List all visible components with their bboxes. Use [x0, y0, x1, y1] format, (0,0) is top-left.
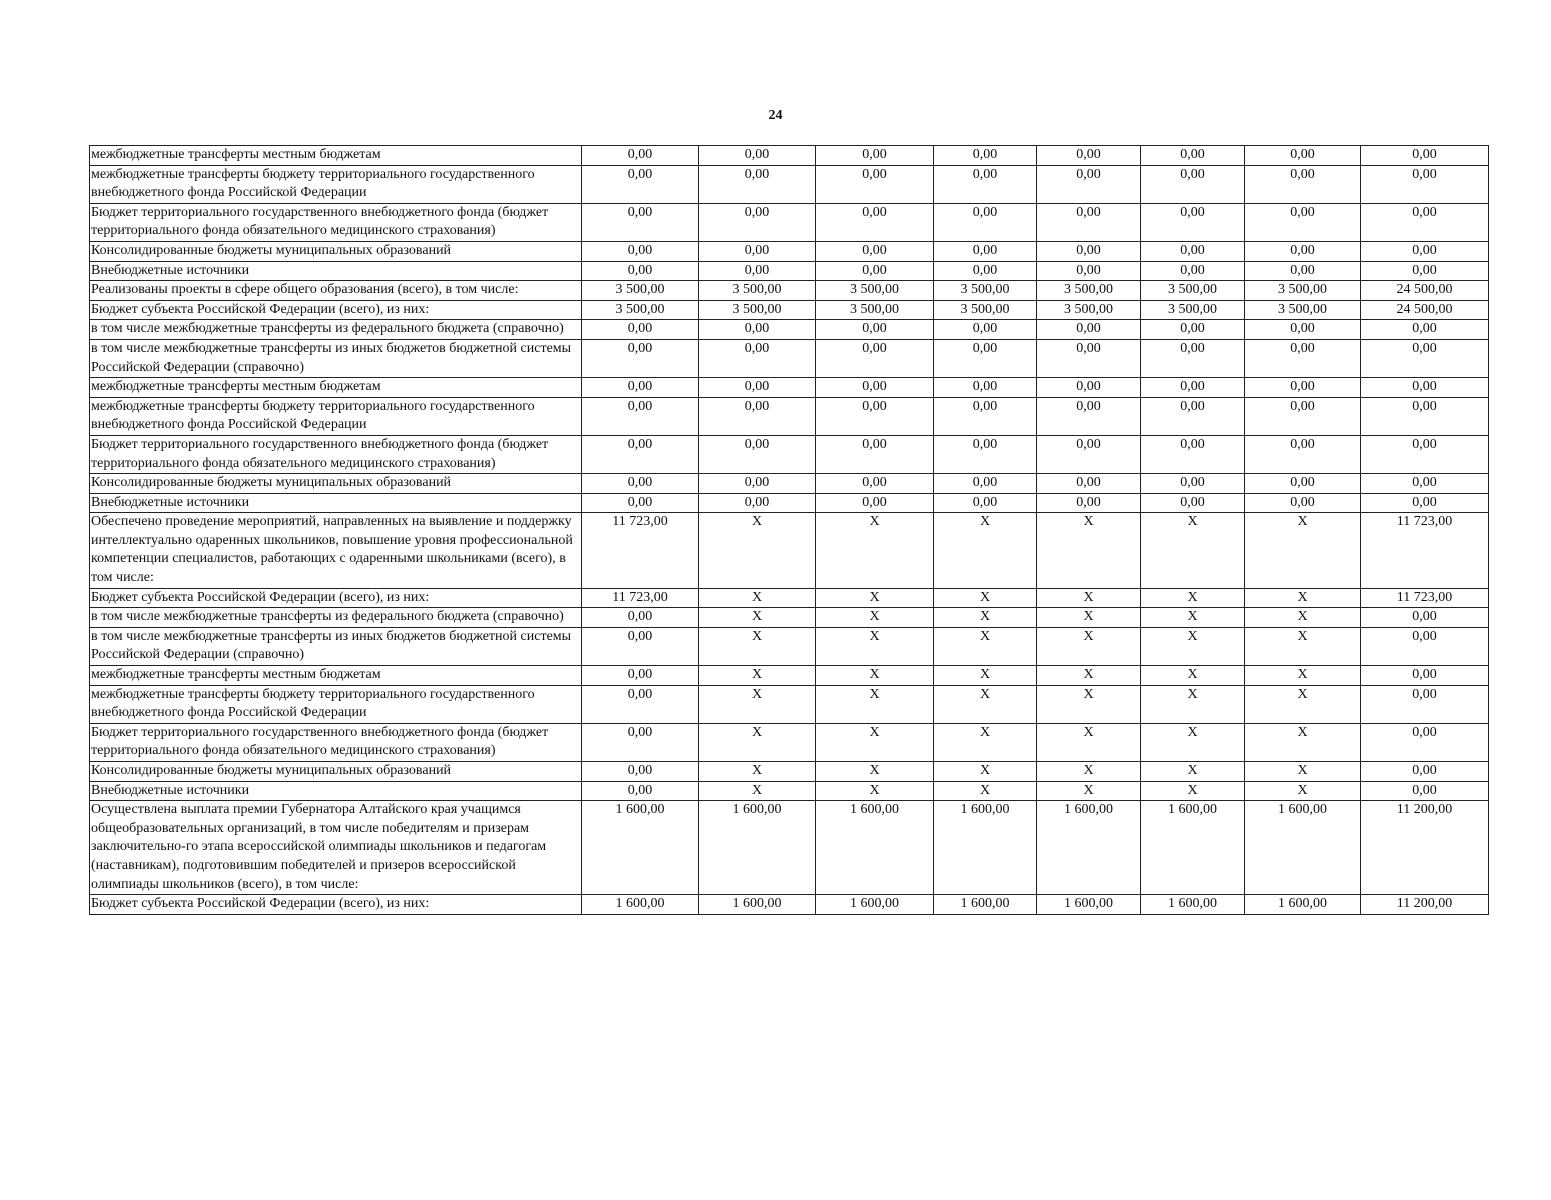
value-cell: 0,00 — [582, 146, 699, 166]
value-cell: 0,00 — [582, 685, 699, 723]
table-row — [90, 300, 1489, 320]
value-cell: 11 200,00 — [1361, 895, 1489, 915]
value-cell: 0,00 — [816, 339, 934, 377]
value-cell: X — [1141, 723, 1245, 761]
value-cell: 0,00 — [582, 203, 699, 241]
value-cell: 0,00 — [582, 378, 699, 398]
row-label: Внебюджетные источники — [90, 781, 582, 801]
row-label: в том числе межбюджетные трансферты из иных бюджетов бюджетной системы Российской Федерации (справочно) — [90, 627, 582, 665]
value-cell: X — [934, 513, 1037, 588]
value-cell: 1 600,00 — [582, 895, 699, 915]
row-label: межбюджетные трансферты местным бюджетам — [90, 666, 582, 686]
table-row — [90, 685, 1489, 723]
row-label: Бюджет субъекта Российской Федерации (всего), из них: — [90, 895, 582, 915]
value-cell: 1 600,00 — [1141, 801, 1245, 895]
row-label: межбюджетные трансферты бюджету территориального государственного внебюджетного фонда Российской Федерации — [90, 685, 582, 723]
table-row — [90, 474, 1489, 494]
value-cell: 0,00 — [1245, 165, 1361, 203]
value-cell: 0,00 — [1245, 146, 1361, 166]
value-cell: X — [1141, 627, 1245, 665]
value-cell: X — [1037, 627, 1141, 665]
value-cell: 3 500,00 — [1245, 300, 1361, 320]
value-cell: X — [1037, 666, 1141, 686]
row-label: Консолидированные бюджеты муниципальных образований — [90, 474, 582, 494]
value-cell: 0,00 — [582, 627, 699, 665]
value-cell: 0,00 — [582, 241, 699, 261]
value-cell: 11 200,00 — [1361, 801, 1489, 895]
value-cell: 3 500,00 — [582, 300, 699, 320]
value-cell: 0,00 — [1361, 627, 1489, 665]
value-cell: 0,00 — [699, 339, 816, 377]
value-cell: 0,00 — [934, 339, 1037, 377]
table-row — [90, 203, 1489, 241]
value-cell: 0,00 — [1037, 339, 1141, 377]
table-row — [90, 608, 1489, 628]
row-label: межбюджетные трансферты бюджету территориального государственного внебюджетного фонда Российской Федерации — [90, 165, 582, 203]
value-cell: X — [1141, 513, 1245, 588]
value-cell: 1 600,00 — [816, 801, 934, 895]
row-label: Бюджет субъекта Российской Федерации (всего), из них: — [90, 588, 582, 608]
table-row — [90, 435, 1489, 473]
value-cell: 0,00 — [1141, 493, 1245, 513]
value-cell: 0,00 — [1361, 378, 1489, 398]
row-label: межбюджетные трансферты местным бюджетам — [90, 146, 582, 166]
value-cell: 3 500,00 — [816, 281, 934, 301]
value-cell: 0,00 — [1361, 320, 1489, 340]
value-cell: 0,00 — [934, 241, 1037, 261]
value-cell: X — [816, 723, 934, 761]
table-row — [90, 281, 1489, 301]
value-cell: 0,00 — [1037, 474, 1141, 494]
value-cell: X — [1141, 666, 1245, 686]
budget-table — [89, 145, 1489, 915]
value-cell: 0,00 — [1245, 397, 1361, 435]
value-cell: 0,00 — [1361, 339, 1489, 377]
value-cell: 24 500,00 — [1361, 281, 1489, 301]
value-cell: 1 600,00 — [1141, 895, 1245, 915]
value-cell: X — [934, 685, 1037, 723]
value-cell: 0,00 — [1245, 378, 1361, 398]
value-cell: X — [1245, 588, 1361, 608]
value-cell: X — [1245, 627, 1361, 665]
row-label: Внебюджетные источники — [90, 261, 582, 281]
value-cell: X — [934, 666, 1037, 686]
value-cell: 0,00 — [1037, 165, 1141, 203]
table-row — [90, 339, 1489, 377]
row-label: в том числе межбюджетные трансферты из федерального бюджета (справочно) — [90, 608, 582, 628]
value-cell: 0,00 — [1141, 339, 1245, 377]
table-row — [90, 241, 1489, 261]
value-cell: 0,00 — [582, 666, 699, 686]
row-label: Осуществлена выплата премии Губернатора Алтайского края учащимся общеобразовательных организаций, в том числе победителям и призерам заключительно-го этапа всероссийской олимпиады школьников и педагогам (наставникам), подготовившим победителей и призеров всероссийской олимпиады школьников (всего), в том числе: — [90, 801, 582, 895]
value-cell: 1 600,00 — [816, 895, 934, 915]
value-cell: X — [699, 513, 816, 588]
value-cell: 0,00 — [582, 397, 699, 435]
value-cell: X — [699, 608, 816, 628]
value-cell: 0,00 — [934, 435, 1037, 473]
table-row — [90, 801, 1489, 895]
budget-table-body — [90, 146, 1489, 915]
row-label: межбюджетные трансферты бюджету территориального государственного внебюджетного фонда Российской Федерации — [90, 397, 582, 435]
value-cell: 0,00 — [1037, 203, 1141, 241]
row-label: Внебюджетные источники — [90, 493, 582, 513]
value-cell: 0,00 — [699, 435, 816, 473]
value-cell: X — [699, 781, 816, 801]
value-cell: 0,00 — [1141, 397, 1245, 435]
value-cell: X — [1037, 608, 1141, 628]
value-cell: X — [699, 723, 816, 761]
value-cell: 0,00 — [1037, 493, 1141, 513]
value-cell: 0,00 — [816, 378, 934, 398]
value-cell: 0,00 — [582, 723, 699, 761]
value-cell: X — [934, 781, 1037, 801]
page-number: 24 — [768, 108, 783, 123]
value-cell: X — [1141, 781, 1245, 801]
value-cell: 0,00 — [1141, 378, 1245, 398]
row-label: Бюджет территориального государственного внебюджетного фонда (бюджет территориального фонда обязательного медицинского страхования) — [90, 435, 582, 473]
table-row — [90, 588, 1489, 608]
value-cell: 3 500,00 — [934, 281, 1037, 301]
value-cell: X — [1037, 762, 1141, 782]
value-cell: X — [1245, 762, 1361, 782]
value-cell: 11 723,00 — [582, 513, 699, 588]
value-cell: 0,00 — [1141, 146, 1245, 166]
row-label: Бюджет территориального государственного внебюджетного фонда (бюджет территориального фонда обязательного медицинского страхования) — [90, 203, 582, 241]
value-cell: X — [934, 608, 1037, 628]
table-row — [90, 493, 1489, 513]
value-cell: X — [1037, 588, 1141, 608]
value-cell: 0,00 — [699, 165, 816, 203]
value-cell: 0,00 — [934, 493, 1037, 513]
value-cell: X — [816, 608, 934, 628]
value-cell: 0,00 — [582, 474, 699, 494]
value-cell: X — [816, 588, 934, 608]
value-cell: 1 600,00 — [1245, 801, 1361, 895]
value-cell: 0,00 — [1361, 608, 1489, 628]
value-cell: X — [816, 781, 934, 801]
value-cell: X — [1037, 685, 1141, 723]
value-cell: X — [1141, 685, 1245, 723]
value-cell: 0,00 — [582, 493, 699, 513]
value-cell: 0,00 — [934, 146, 1037, 166]
value-cell: X — [1245, 608, 1361, 628]
value-cell: 0,00 — [1245, 339, 1361, 377]
value-cell: 0,00 — [582, 435, 699, 473]
row-label: в том числе межбюджетные трансферты из федерального бюджета (справочно) — [90, 320, 582, 340]
value-cell: 0,00 — [699, 320, 816, 340]
value-cell: 0,00 — [934, 165, 1037, 203]
value-cell: 0,00 — [699, 378, 816, 398]
value-cell: 3 500,00 — [582, 281, 699, 301]
value-cell: X — [1037, 781, 1141, 801]
row-label: Консолидированные бюджеты муниципальных образований — [90, 762, 582, 782]
value-cell: X — [1141, 608, 1245, 628]
value-cell: 0,00 — [1361, 261, 1489, 281]
value-cell: X — [699, 685, 816, 723]
value-cell: 0,00 — [582, 762, 699, 782]
value-cell: 3 500,00 — [699, 300, 816, 320]
table-row — [90, 320, 1489, 340]
value-cell: 0,00 — [1037, 378, 1141, 398]
value-cell: X — [816, 666, 934, 686]
row-label: в том числе межбюджетные трансферты из иных бюджетов бюджетной системы Российской Федерации (справочно) — [90, 339, 582, 377]
value-cell: X — [699, 666, 816, 686]
value-cell: 0,00 — [1037, 320, 1141, 340]
value-cell: 0,00 — [816, 320, 934, 340]
value-cell: 0,00 — [1037, 397, 1141, 435]
value-cell: 0,00 — [816, 397, 934, 435]
value-cell: 0,00 — [1141, 203, 1245, 241]
value-cell: 11 723,00 — [1361, 513, 1489, 588]
value-cell: 0,00 — [934, 203, 1037, 241]
value-cell: 3 500,00 — [1141, 281, 1245, 301]
value-cell: 0,00 — [934, 474, 1037, 494]
value-cell: X — [1037, 513, 1141, 588]
value-cell: 1 600,00 — [1037, 801, 1141, 895]
value-cell: X — [934, 588, 1037, 608]
table-row — [90, 513, 1489, 588]
value-cell: 0,00 — [699, 146, 816, 166]
value-cell: 11 723,00 — [582, 588, 699, 608]
value-cell: X — [1245, 666, 1361, 686]
value-cell: 0,00 — [1141, 241, 1245, 261]
table-row — [90, 781, 1489, 801]
value-cell: 1 600,00 — [699, 895, 816, 915]
value-cell: 0,00 — [1361, 781, 1489, 801]
value-cell: 0,00 — [582, 608, 699, 628]
value-cell: 0,00 — [816, 493, 934, 513]
value-cell: X — [1245, 513, 1361, 588]
value-cell: X — [1141, 762, 1245, 782]
value-cell: 0,00 — [934, 320, 1037, 340]
value-cell: X — [816, 685, 934, 723]
row-label: Бюджет территориального государственного внебюджетного фонда (бюджет территориального фонда обязательного медицинского страхования) — [90, 723, 582, 761]
table-row — [90, 762, 1489, 782]
value-cell: X — [934, 627, 1037, 665]
value-cell: 0,00 — [816, 146, 934, 166]
value-cell: 0,00 — [1361, 397, 1489, 435]
value-cell: X — [816, 762, 934, 782]
value-cell: 0,00 — [1361, 666, 1489, 686]
value-cell: 0,00 — [582, 781, 699, 801]
row-label: Реализованы проекты в сфере общего образования (всего), в том числе: — [90, 281, 582, 301]
value-cell: 0,00 — [699, 474, 816, 494]
table-row — [90, 895, 1489, 915]
value-cell: 0,00 — [1037, 146, 1141, 166]
value-cell: X — [934, 762, 1037, 782]
value-cell: 0,00 — [1245, 493, 1361, 513]
value-cell: 0,00 — [816, 261, 934, 281]
value-cell: 0,00 — [934, 378, 1037, 398]
value-cell: 1 600,00 — [934, 895, 1037, 915]
value-cell: 0,00 — [1361, 165, 1489, 203]
table-row — [90, 397, 1489, 435]
table-row — [90, 146, 1489, 166]
value-cell: 0,00 — [699, 397, 816, 435]
value-cell: 0,00 — [1245, 241, 1361, 261]
value-cell: X — [699, 762, 816, 782]
value-cell: X — [699, 588, 816, 608]
value-cell: 3 500,00 — [1037, 300, 1141, 320]
value-cell: 0,00 — [1361, 762, 1489, 782]
table-row — [90, 627, 1489, 665]
value-cell: 1 600,00 — [934, 801, 1037, 895]
value-cell: X — [934, 723, 1037, 761]
value-cell: 0,00 — [582, 165, 699, 203]
value-cell: X — [1245, 685, 1361, 723]
value-cell: 0,00 — [1245, 435, 1361, 473]
value-cell: 0,00 — [934, 261, 1037, 281]
value-cell: 3 500,00 — [699, 281, 816, 301]
table-row — [90, 261, 1489, 281]
row-label: Консолидированные бюджеты муниципальных образований — [90, 241, 582, 261]
value-cell: 0,00 — [582, 320, 699, 340]
value-cell: 0,00 — [816, 435, 934, 473]
value-cell: 0,00 — [1037, 435, 1141, 473]
value-cell: 0,00 — [582, 261, 699, 281]
value-cell: 0,00 — [1245, 203, 1361, 241]
row-label: Бюджет субъекта Российской Федерации (всего), из них: — [90, 300, 582, 320]
value-cell: 1 600,00 — [1245, 895, 1361, 915]
value-cell: 0,00 — [699, 261, 816, 281]
value-cell: X — [816, 627, 934, 665]
value-cell: X — [816, 513, 934, 588]
value-cell: X — [1141, 588, 1245, 608]
value-cell: X — [1245, 781, 1361, 801]
table-row — [90, 666, 1489, 686]
value-cell: 0,00 — [1141, 165, 1245, 203]
value-cell: X — [1037, 723, 1141, 761]
value-cell: 0,00 — [1037, 261, 1141, 281]
value-cell: 3 500,00 — [1245, 281, 1361, 301]
value-cell: 0,00 — [1361, 146, 1489, 166]
value-cell: 1 600,00 — [582, 801, 699, 895]
value-cell: 0,00 — [816, 474, 934, 494]
value-cell: 3 500,00 — [934, 300, 1037, 320]
value-cell: 11 723,00 — [1361, 588, 1489, 608]
value-cell: 3 500,00 — [1037, 281, 1141, 301]
value-cell: 0,00 — [1245, 474, 1361, 494]
value-cell: 1 600,00 — [1037, 895, 1141, 915]
row-label: Обеспечено проведение мероприятий, направленных на выявление и поддержку интеллектуально одаренных школьников, повышение уровня профессиональной компетенции специалистов, работающих с одаренными школьниками (всего), в том числе: — [90, 513, 582, 588]
value-cell: 0,00 — [699, 241, 816, 261]
value-cell: 3 500,00 — [816, 300, 934, 320]
value-cell: 3 500,00 — [1141, 300, 1245, 320]
value-cell: 0,00 — [816, 203, 934, 241]
value-cell: 0,00 — [699, 203, 816, 241]
value-cell: 0,00 — [1361, 723, 1489, 761]
value-cell: 0,00 — [1361, 203, 1489, 241]
value-cell: 0,00 — [1245, 320, 1361, 340]
value-cell: 0,00 — [699, 493, 816, 513]
value-cell: X — [1245, 723, 1361, 761]
table-row — [90, 378, 1489, 398]
value-cell: 1 600,00 — [699, 801, 816, 895]
value-cell: 0,00 — [816, 165, 934, 203]
value-cell: 0,00 — [582, 339, 699, 377]
row-label: межбюджетные трансферты местным бюджетам — [90, 378, 582, 398]
value-cell: 0,00 — [1361, 493, 1489, 513]
value-cell: X — [699, 627, 816, 665]
value-cell: 0,00 — [1361, 685, 1489, 723]
value-cell: 0,00 — [934, 397, 1037, 435]
value-cell: 0,00 — [1361, 435, 1489, 473]
value-cell: 0,00 — [1361, 474, 1489, 494]
value-cell: 0,00 — [1141, 261, 1245, 281]
value-cell: 0,00 — [1361, 241, 1489, 261]
value-cell: 0,00 — [1037, 241, 1141, 261]
value-cell: 0,00 — [816, 241, 934, 261]
value-cell: 0,00 — [1245, 261, 1361, 281]
value-cell: 24 500,00 — [1361, 300, 1489, 320]
table-row — [90, 165, 1489, 203]
value-cell: 0,00 — [1141, 474, 1245, 494]
value-cell: 0,00 — [1141, 320, 1245, 340]
table-row — [90, 723, 1489, 761]
value-cell: 0,00 — [1141, 435, 1245, 473]
